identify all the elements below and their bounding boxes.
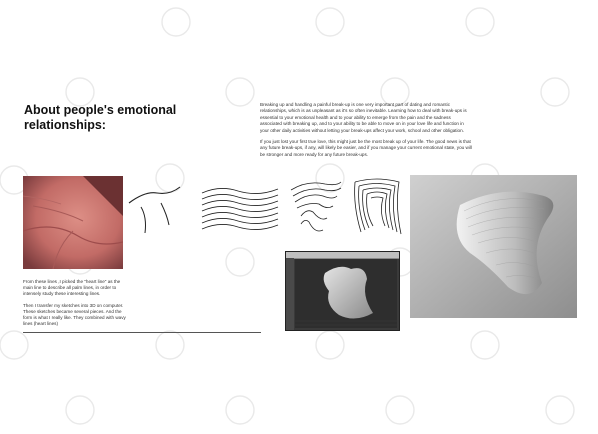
intro-paragraph-1: Breaking up and handling a painful break-up is one very important part of dating and romantic relationships, which is as unpleasant as it's so often inevitable. Learning how to deal with break-ups is essential to your emotional health and to your ability to emerge from the pain and the sadness associated with breaking up, and to your ability to be able to move on in your love life and function in your other daily activities without letting your break-ups affect your work, school and other obligation. — [260, 102, 467, 133]
process-caption — [23, 279, 127, 332]
title-line-2: relationships: — [24, 118, 106, 132]
intro-paragraph-2: If you just lost your first true love, this might just be the most break up of your life. The good news is that any future break-ups, if any, will likely be easier, and if you manage your current emotional state, you will be stronger and more ready for any future break-ups. — [260, 139, 472, 157]
3d-software-screenshot — [285, 251, 400, 331]
software-side-panel — [286, 258, 294, 330]
software-toolbar — [286, 252, 399, 259]
title-line-1: About people's emotional — [24, 103, 177, 117]
software-viewport — [295, 259, 397, 328]
intro-text — [260, 102, 472, 163]
wavy-lines-sketch — [200, 183, 280, 235]
curved-form-sketch — [287, 178, 345, 240]
palm-photo — [23, 176, 123, 269]
3d-render-image — [410, 175, 577, 318]
heart-line-sketch — [125, 181, 185, 236]
divider-line — [23, 332, 261, 333]
page-title — [24, 103, 244, 133]
caption-paragraph-1: From these lines ,I picked the "heart line" as the main line to describe all palm lines, in order to intensely study these interesting lines. — [23, 279, 121, 297]
fingerprint-sketch — [349, 176, 407, 238]
caption-paragraph-2: Then I transfer my sketches into 3D on computer. These sketches became several pieces. And the form is what I really like. They combined with wavy lines (heart lines) — [23, 302, 126, 327]
